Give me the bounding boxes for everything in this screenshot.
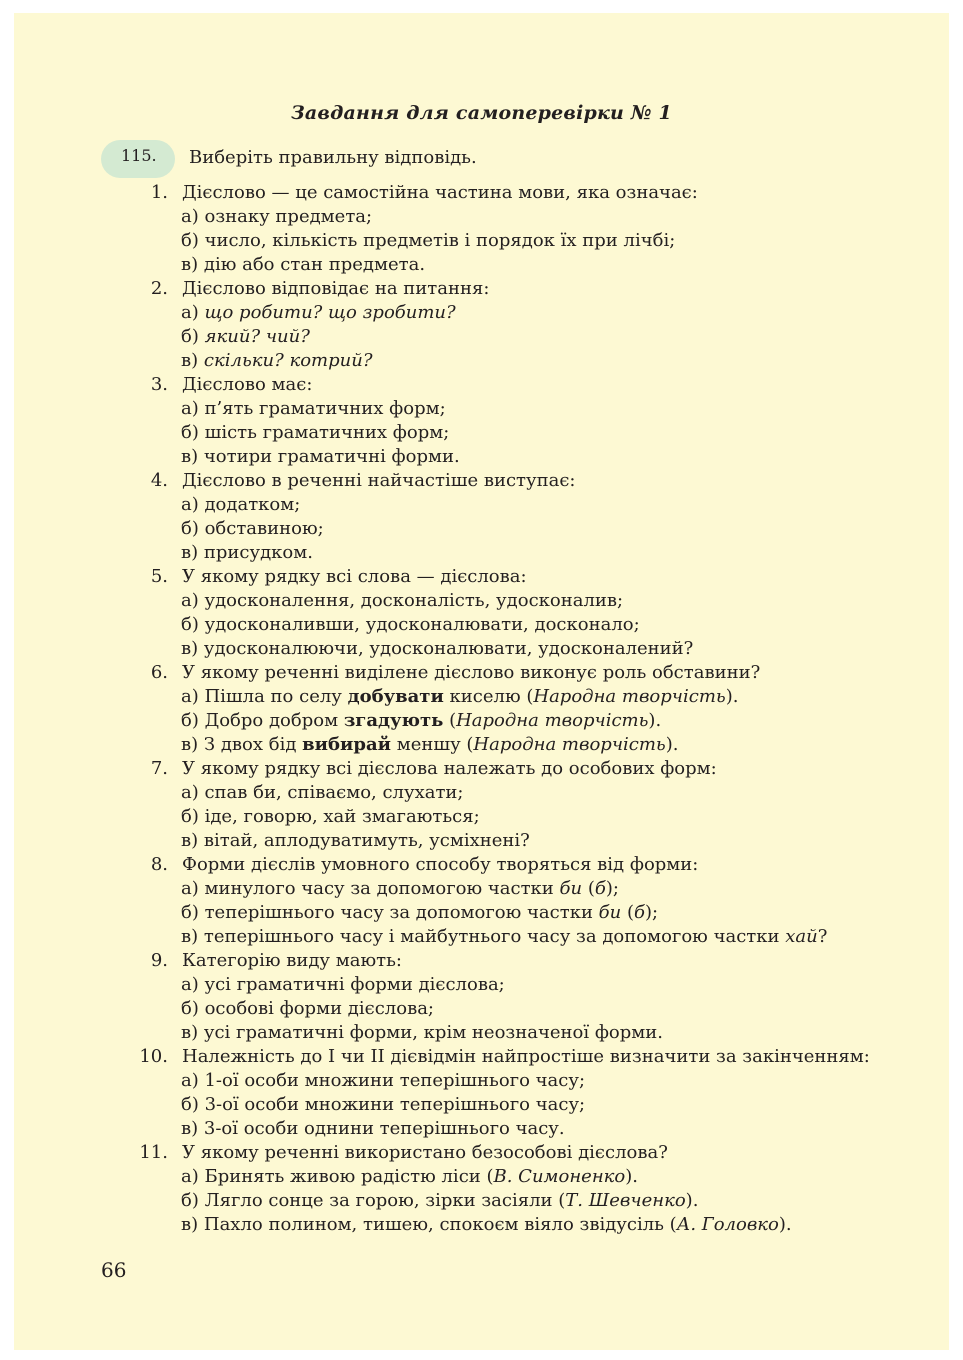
answer-option: [130, 805, 890, 829]
italic-text: би: [598, 902, 622, 923]
highlighted-verb: добувати: [347, 686, 444, 707]
question-number: 5.: [150, 566, 168, 587]
question-number: 10.: [139, 1046, 168, 1067]
italic-text: б: [594, 878, 606, 899]
question-item: [130, 757, 890, 853]
answer-option: [130, 1189, 890, 1213]
option-text: б) Лягло сонце за горою, зірки засіяли (: [181, 1190, 566, 1211]
option-text: меншу (: [390, 734, 474, 755]
question-line: [130, 757, 890, 781]
question-text: Категорію виду мають:: [182, 950, 402, 971]
question-number: 4.: [150, 470, 168, 491]
option-text: б) теперішнього часу за допомогою частки: [181, 902, 599, 923]
exercise-number: 115.: [121, 146, 157, 165]
option-text: в) удосконалюючи, удосконалювати, удосконалений?: [181, 638, 694, 659]
question-line: [130, 565, 890, 589]
answer-option: [130, 421, 890, 445]
option-text: б) удосконаливши, удосконалювати, досконало;: [181, 614, 640, 635]
answer-option: [130, 997, 890, 1021]
question-number: 6.: [150, 662, 168, 683]
option-text: (: [621, 902, 635, 923]
italic-text: що робити? що зробити?: [204, 302, 456, 323]
option-text: б) шість граматичних форм;: [181, 422, 450, 443]
option-text: ).: [725, 686, 739, 707]
option-text: ).: [625, 1166, 639, 1187]
answer-option: [130, 781, 890, 805]
option-text: );: [645, 902, 659, 923]
question-number: 2.: [150, 278, 168, 299]
answer-option: [130, 901, 890, 925]
option-text: б) обставиною;: [181, 518, 324, 539]
question-item: [130, 469, 890, 565]
answer-option: [130, 349, 890, 373]
exercise-instruction: Виберіть правильну відповідь.: [189, 147, 477, 168]
answer-option: [130, 229, 890, 253]
answer-option: [130, 301, 890, 325]
option-text: в) дію або стан предмета.: [181, 254, 426, 275]
option-text: в) 3-ої особи однини теперішнього часу.: [181, 1118, 565, 1139]
highlighted-verb: вибирай: [302, 734, 391, 755]
option-text: а) ознаку предмета;: [181, 206, 373, 227]
option-text: а) удосконалення, досконалість, удосконалив;: [181, 590, 624, 611]
question-text: Належність до І чи ІІ дієвідмін найпростіше визначити за закінченням:: [182, 1046, 870, 1067]
answer-option: [130, 829, 890, 853]
question-item: [130, 277, 890, 373]
option-text: а): [181, 302, 205, 323]
option-text: б) число, кількість предметів і порядок їх при лічбі;: [181, 230, 676, 251]
option-text: а) п’ять граматичних форм;: [181, 398, 446, 419]
option-text: );: [605, 878, 619, 899]
answer-option: [130, 733, 890, 757]
highlighted-verb: згадують: [343, 710, 444, 731]
answer-option: [130, 493, 890, 517]
question-line: [130, 1141, 890, 1165]
option-text: а) додатком;: [181, 494, 301, 515]
question-text: У якому рядку всі слова — дієслова:: [182, 566, 527, 587]
question-text: Форми дієслів умовного способу творяться від форми:: [182, 854, 699, 875]
answer-option: [130, 397, 890, 421]
section-title: Завдання для самоперевірки № 1: [291, 102, 672, 124]
option-text: в) присудком.: [181, 542, 313, 563]
option-text: ).: [778, 1214, 792, 1235]
option-text: б) Добро добром: [181, 710, 344, 731]
option-text: б) 3-ої особи множини теперішнього часу;: [181, 1094, 586, 1115]
option-text: ).: [648, 710, 662, 731]
answer-option: [130, 877, 890, 901]
option-text: киселю (: [443, 686, 534, 707]
option-text: а) Пішла по селу: [181, 686, 348, 707]
question-line: [130, 373, 890, 397]
exercise-number-badge: [101, 140, 175, 178]
answer-option: [130, 253, 890, 277]
answer-option: [130, 973, 890, 997]
answer-option: [130, 1213, 890, 1237]
option-text: в) теперішнього часу і майбутнього часу за допомогою частки: [181, 926, 786, 947]
question-line: [130, 181, 890, 205]
answer-option: [130, 637, 890, 661]
option-text: в) Пахло полином, тишею, спокоєм віяло звідусіль (: [181, 1214, 677, 1235]
question-text: Дієслово — це самостійна частина мови, яка означає:: [182, 182, 698, 203]
option-text: а) минулого часу за допомогою частки: [181, 878, 560, 899]
italic-text: Т. Шевченко: [565, 1190, 686, 1211]
option-text: а) усі граматичні форми дієслова;: [181, 974, 505, 995]
option-text: в): [181, 350, 204, 371]
option-text: б) особові форми дієслова;: [181, 998, 434, 1019]
question-text: У якому рядку всі дієслова належать до особових форм:: [182, 758, 717, 779]
option-text: а) спав би, співаємо, слухати;: [181, 782, 464, 803]
option-text: в) усі граматичні форми, крім неозначеної форми.: [181, 1022, 663, 1043]
question-line: [130, 853, 890, 877]
answer-option: [130, 1069, 890, 1093]
question-item: [130, 181, 890, 277]
option-text: б) іде, говорю, хай змагаються;: [181, 806, 480, 827]
option-text: ).: [665, 734, 679, 755]
option-text: (: [443, 710, 457, 731]
answer-option: [130, 589, 890, 613]
italic-text: хай: [785, 926, 818, 947]
question-text: У якому реченні виділене дієслово виконує роль обставини?: [182, 662, 761, 683]
question-line: [130, 277, 890, 301]
question-number: 3.: [150, 374, 168, 395]
question-text: Дієслово має:: [182, 374, 313, 395]
question-text: Дієслово в реченні найчастіше виступає:: [182, 470, 576, 491]
question-line: [130, 469, 890, 493]
italic-text: Народна творчість: [473, 734, 666, 755]
question-item: [130, 853, 890, 949]
italic-text: А. Головко: [676, 1214, 779, 1235]
option-text: в) З двох бід: [181, 734, 303, 755]
page-number: 66: [101, 1258, 127, 1282]
question-item: [130, 949, 890, 1045]
option-text: ).: [685, 1190, 699, 1211]
question-text: У якому реченні використано безособові дієслова?: [182, 1142, 668, 1163]
answer-option: [130, 517, 890, 541]
answer-option: [130, 445, 890, 469]
question-number: 1.: [150, 182, 168, 203]
answer-option: [130, 325, 890, 349]
question-item: [130, 565, 890, 661]
question-item: [130, 1045, 890, 1141]
question-item: [130, 373, 890, 469]
italic-text: В. Симоненко: [493, 1166, 626, 1187]
italic-text: б: [634, 902, 646, 923]
italic-text: який? чий?: [204, 326, 310, 347]
question-line: [130, 661, 890, 685]
question-line: [130, 949, 890, 973]
question-text: Дієслово відповідає на питання:: [182, 278, 490, 299]
question-number: 8.: [150, 854, 168, 875]
option-text: в) чотири граматичні форми.: [181, 446, 460, 467]
answer-option: [130, 1165, 890, 1189]
answer-option: [130, 709, 890, 733]
question-item: [130, 661, 890, 757]
italic-text: Народна творчість: [533, 686, 726, 707]
answer-option: [130, 1093, 890, 1117]
question-number: 7.: [150, 758, 168, 779]
answer-option: [130, 541, 890, 565]
answer-option: [130, 1021, 890, 1045]
option-text: а) Бринять живою радістю ліси (: [181, 1166, 494, 1187]
answer-option: [130, 925, 890, 949]
question-number: 9.: [150, 950, 168, 971]
italic-text: Народна творчість: [456, 710, 649, 731]
option-text: в) вітай, аплодуватимуть, усміхнені?: [181, 830, 530, 851]
question-list: [130, 181, 890, 1237]
option-text: (: [582, 878, 595, 899]
question-line: [130, 1045, 890, 1069]
answer-option: [130, 1117, 890, 1141]
answer-option: [130, 205, 890, 229]
question-number: 11.: [139, 1142, 168, 1163]
option-text: а) 1-ої особи множини теперішнього часу;: [181, 1070, 586, 1091]
italic-text: скільки? котрий?: [203, 350, 373, 371]
italic-text: би: [559, 878, 583, 899]
option-text: б): [181, 326, 205, 347]
question-item: [130, 1141, 890, 1237]
answer-option: [130, 685, 890, 709]
option-text: ?: [817, 926, 828, 947]
answer-option: [130, 613, 890, 637]
